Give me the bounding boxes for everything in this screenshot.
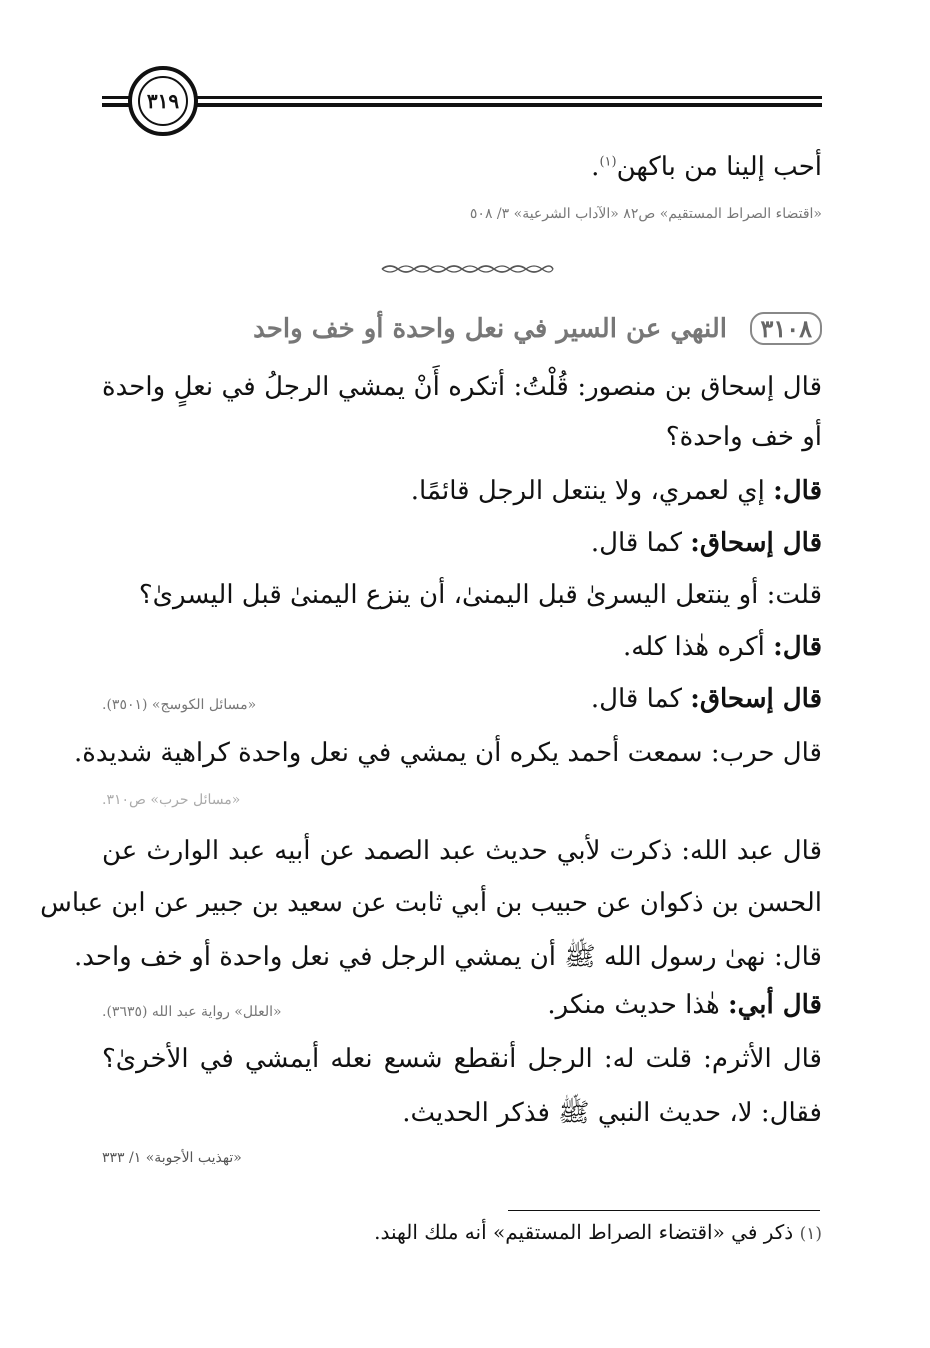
page-number: ٣١٩	[138, 76, 188, 126]
body-line-4	[591, 528, 822, 558]
speaker-label: قال:	[773, 632, 822, 662]
header-rule-top	[102, 96, 822, 99]
speech-text: كما قال.	[590, 684, 691, 714]
source-citation: «مسائل الكوسج» (٣٥٠١).	[102, 697, 257, 713]
speech-text: هٰذا حديث منكر.	[547, 990, 728, 1020]
source-citation: «اقتضاء الصراط المستقيم» ص٨٢ «الآداب الشرعية» ٣/ ٥٠٨	[469, 206, 822, 222]
body-line-13: قال الأثرم: قلت له: الرجل أنقطع شسع نعله أيمشي في الأخرىٰ؟	[102, 1044, 822, 1074]
body-line-6	[623, 632, 822, 662]
body-line-3	[411, 476, 822, 506]
speech-text: أكره هٰذا كله.	[623, 632, 774, 662]
speech-text: كما قال.	[590, 528, 691, 558]
section-title: النهي عن السير في نعل واحدة أو خف واحد	[253, 314, 727, 344]
body-line-9: قال عبد الله: ذكرت لأبي حديث عبد الصمد عن أبيه عبد الوارث عن	[102, 836, 822, 866]
body-line-1: قال إسحاق بن منصور: قُلْتُ: أتكره أَنْ يمشي الرجلُ في نعلٍ واحدة	[102, 372, 822, 402]
footnote-ref[interactable]: (١)	[599, 154, 617, 170]
source-citation: «تهذيب الأجوبة» ١/ ٣٣٣	[102, 1150, 242, 1166]
body-line-7	[591, 684, 822, 714]
source-citation: «العلل» رواية عبد الله (٣٦٣٥).	[102, 1004, 282, 1020]
source-citation: «مسائل حرب» ص٣١٠.	[102, 792, 241, 808]
body-line-8: قال حرب: سمعت أحمد يكره أن يمشي في نعل واحدة كراهية شديدة.	[73, 738, 822, 768]
body-line-5: قلت: أو ينتعل اليسرىٰ قبل اليمنىٰ، أن ينزع اليمنىٰ قبل اليسرىٰ؟	[138, 580, 822, 610]
footnote-separator	[508, 1210, 820, 1211]
intro-end: .	[591, 152, 600, 182]
body-line-12	[547, 990, 822, 1020]
header-rule-bottom	[102, 103, 822, 107]
speaker-label: قال إسحاق:	[690, 684, 822, 714]
section-number: ٣١٠٨	[750, 312, 822, 345]
page-number-badge	[128, 66, 198, 136]
footnote-text: ذكر في «اقتضاء الصراط المستقيم» أنه ملك الهند.	[374, 1220, 794, 1244]
speaker-label: قال:	[773, 476, 822, 506]
intro-line	[591, 152, 822, 182]
footnote-mark: (١)	[799, 1224, 822, 1244]
body-line-11: قال: نهىٰ رسول الله ﷺ أن يمشي الرجل في نعل واحدة أو خف واحد.	[73, 942, 822, 972]
body-line-2: أو خف واحدة؟	[665, 422, 822, 452]
body-line-10: الحسن بن ذكوان عن حبيب بن أبي ثابت عن سعيد بن جبير عن ابن عباس	[40, 888, 822, 918]
section-heading	[102, 312, 822, 352]
speaker-label: قال أبي:	[727, 990, 822, 1020]
intro-text: أحب إلينا من باكهن	[616, 152, 822, 182]
footnote	[374, 1220, 822, 1244]
speech-text: إي لعمري، ولا ينتعل الرجل قائمًا.	[410, 476, 774, 506]
speaker-label: قال إسحاق:	[690, 528, 822, 558]
body-line-14: فقال: لا، حديث النبي ﷺ فذكر الحديث.	[402, 1098, 822, 1128]
ornament-divider-icon	[380, 262, 555, 276]
